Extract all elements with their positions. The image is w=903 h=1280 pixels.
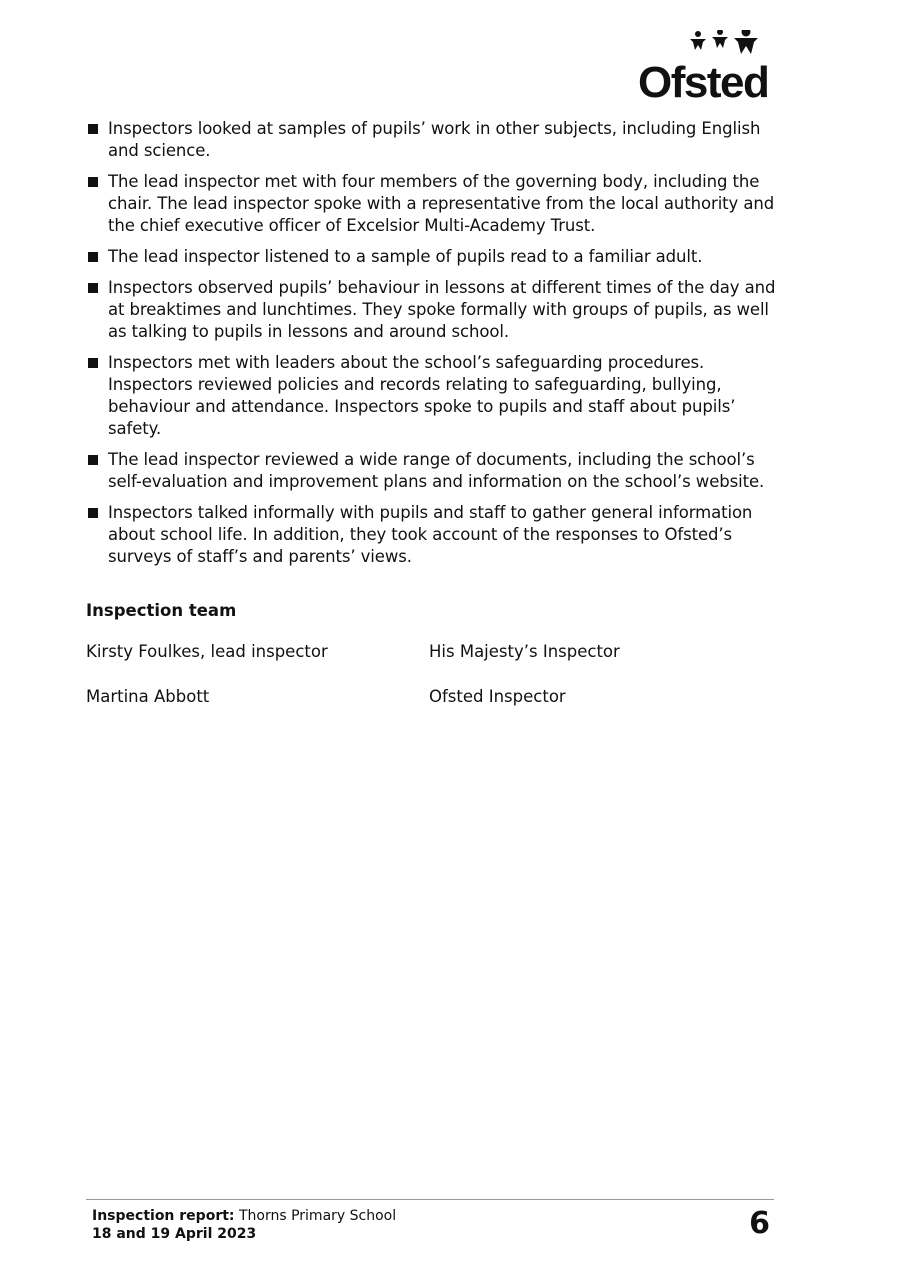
footer-school-name: Thorns Primary School — [238, 1208, 397, 1224]
list-item: Inspectors talked informally with pupils and staff to gather general information about school life. In addition, they took account of the responses to Ofsted’s surveys of staff’s and parents’ views. — [86, 502, 776, 568]
footer-divider — [86, 1199, 774, 1200]
ofsted-logo — [636, 30, 776, 102]
page-number: 6 — [749, 1206, 770, 1241]
inspection-team-heading: Inspection team — [86, 601, 237, 620]
team-member-name: Kirsty Foulkes, lead inspector — [86, 642, 328, 661]
team-member-row — [86, 686, 776, 708]
bullet-square-icon — [88, 358, 98, 368]
bullet-square-icon — [88, 508, 98, 518]
bullet-square-icon — [88, 177, 98, 187]
footer-dates: 18 and 19 April 2023 — [92, 1226, 257, 1242]
footer-report-info — [92, 1207, 396, 1243]
team-member-role: Ofsted Inspector — [429, 687, 566, 706]
ofsted-stars-icon — [636, 30, 776, 102]
ofsted-logo-text: Ofsted — [638, 58, 769, 102]
bullet-square-icon — [88, 124, 98, 134]
team-member-role: His Majesty’s Inspector — [429, 642, 620, 661]
evidence-list — [86, 118, 776, 577]
team-member-name: Martina Abbott — [86, 687, 210, 706]
list-item: The lead inspector met with four members of the governing body, including the chair. The lead inspector spoke with a representative from the local authority and the chief executive officer of Excelsior Multi-Academy Trust. — [86, 171, 776, 237]
bullet-square-icon — [88, 283, 98, 293]
bullet-square-icon — [88, 252, 98, 262]
list-item: Inspectors met with leaders about the school’s safeguarding procedures. Inspectors reviewed policies and records relating to safeguarding, bullying, behaviour and attendance. Inspectors spoke to pupils and staff about pupils’ safety. — [86, 352, 776, 440]
team-member-row — [86, 641, 776, 663]
list-item: The lead inspector listened to a sample of pupils read to a familiar adult. — [86, 246, 776, 268]
list-item: Inspectors looked at samples of pupils’ work in other subjects, including English and science. — [86, 118, 776, 162]
list-item: Inspectors observed pupils’ behaviour in lessons at different times of the day and at breaktimes and lunchtimes. They spoke formally with groups of pupils, as well as talking to pupils in lessons and around school. — [86, 277, 776, 343]
list-item: The lead inspector reviewed a wide range of documents, including the school’s self-evaluation and improvement plans and information on the school’s website. — [86, 449, 776, 493]
bullet-square-icon — [88, 455, 98, 465]
footer-report-label: Inspection report: — [92, 1208, 235, 1224]
